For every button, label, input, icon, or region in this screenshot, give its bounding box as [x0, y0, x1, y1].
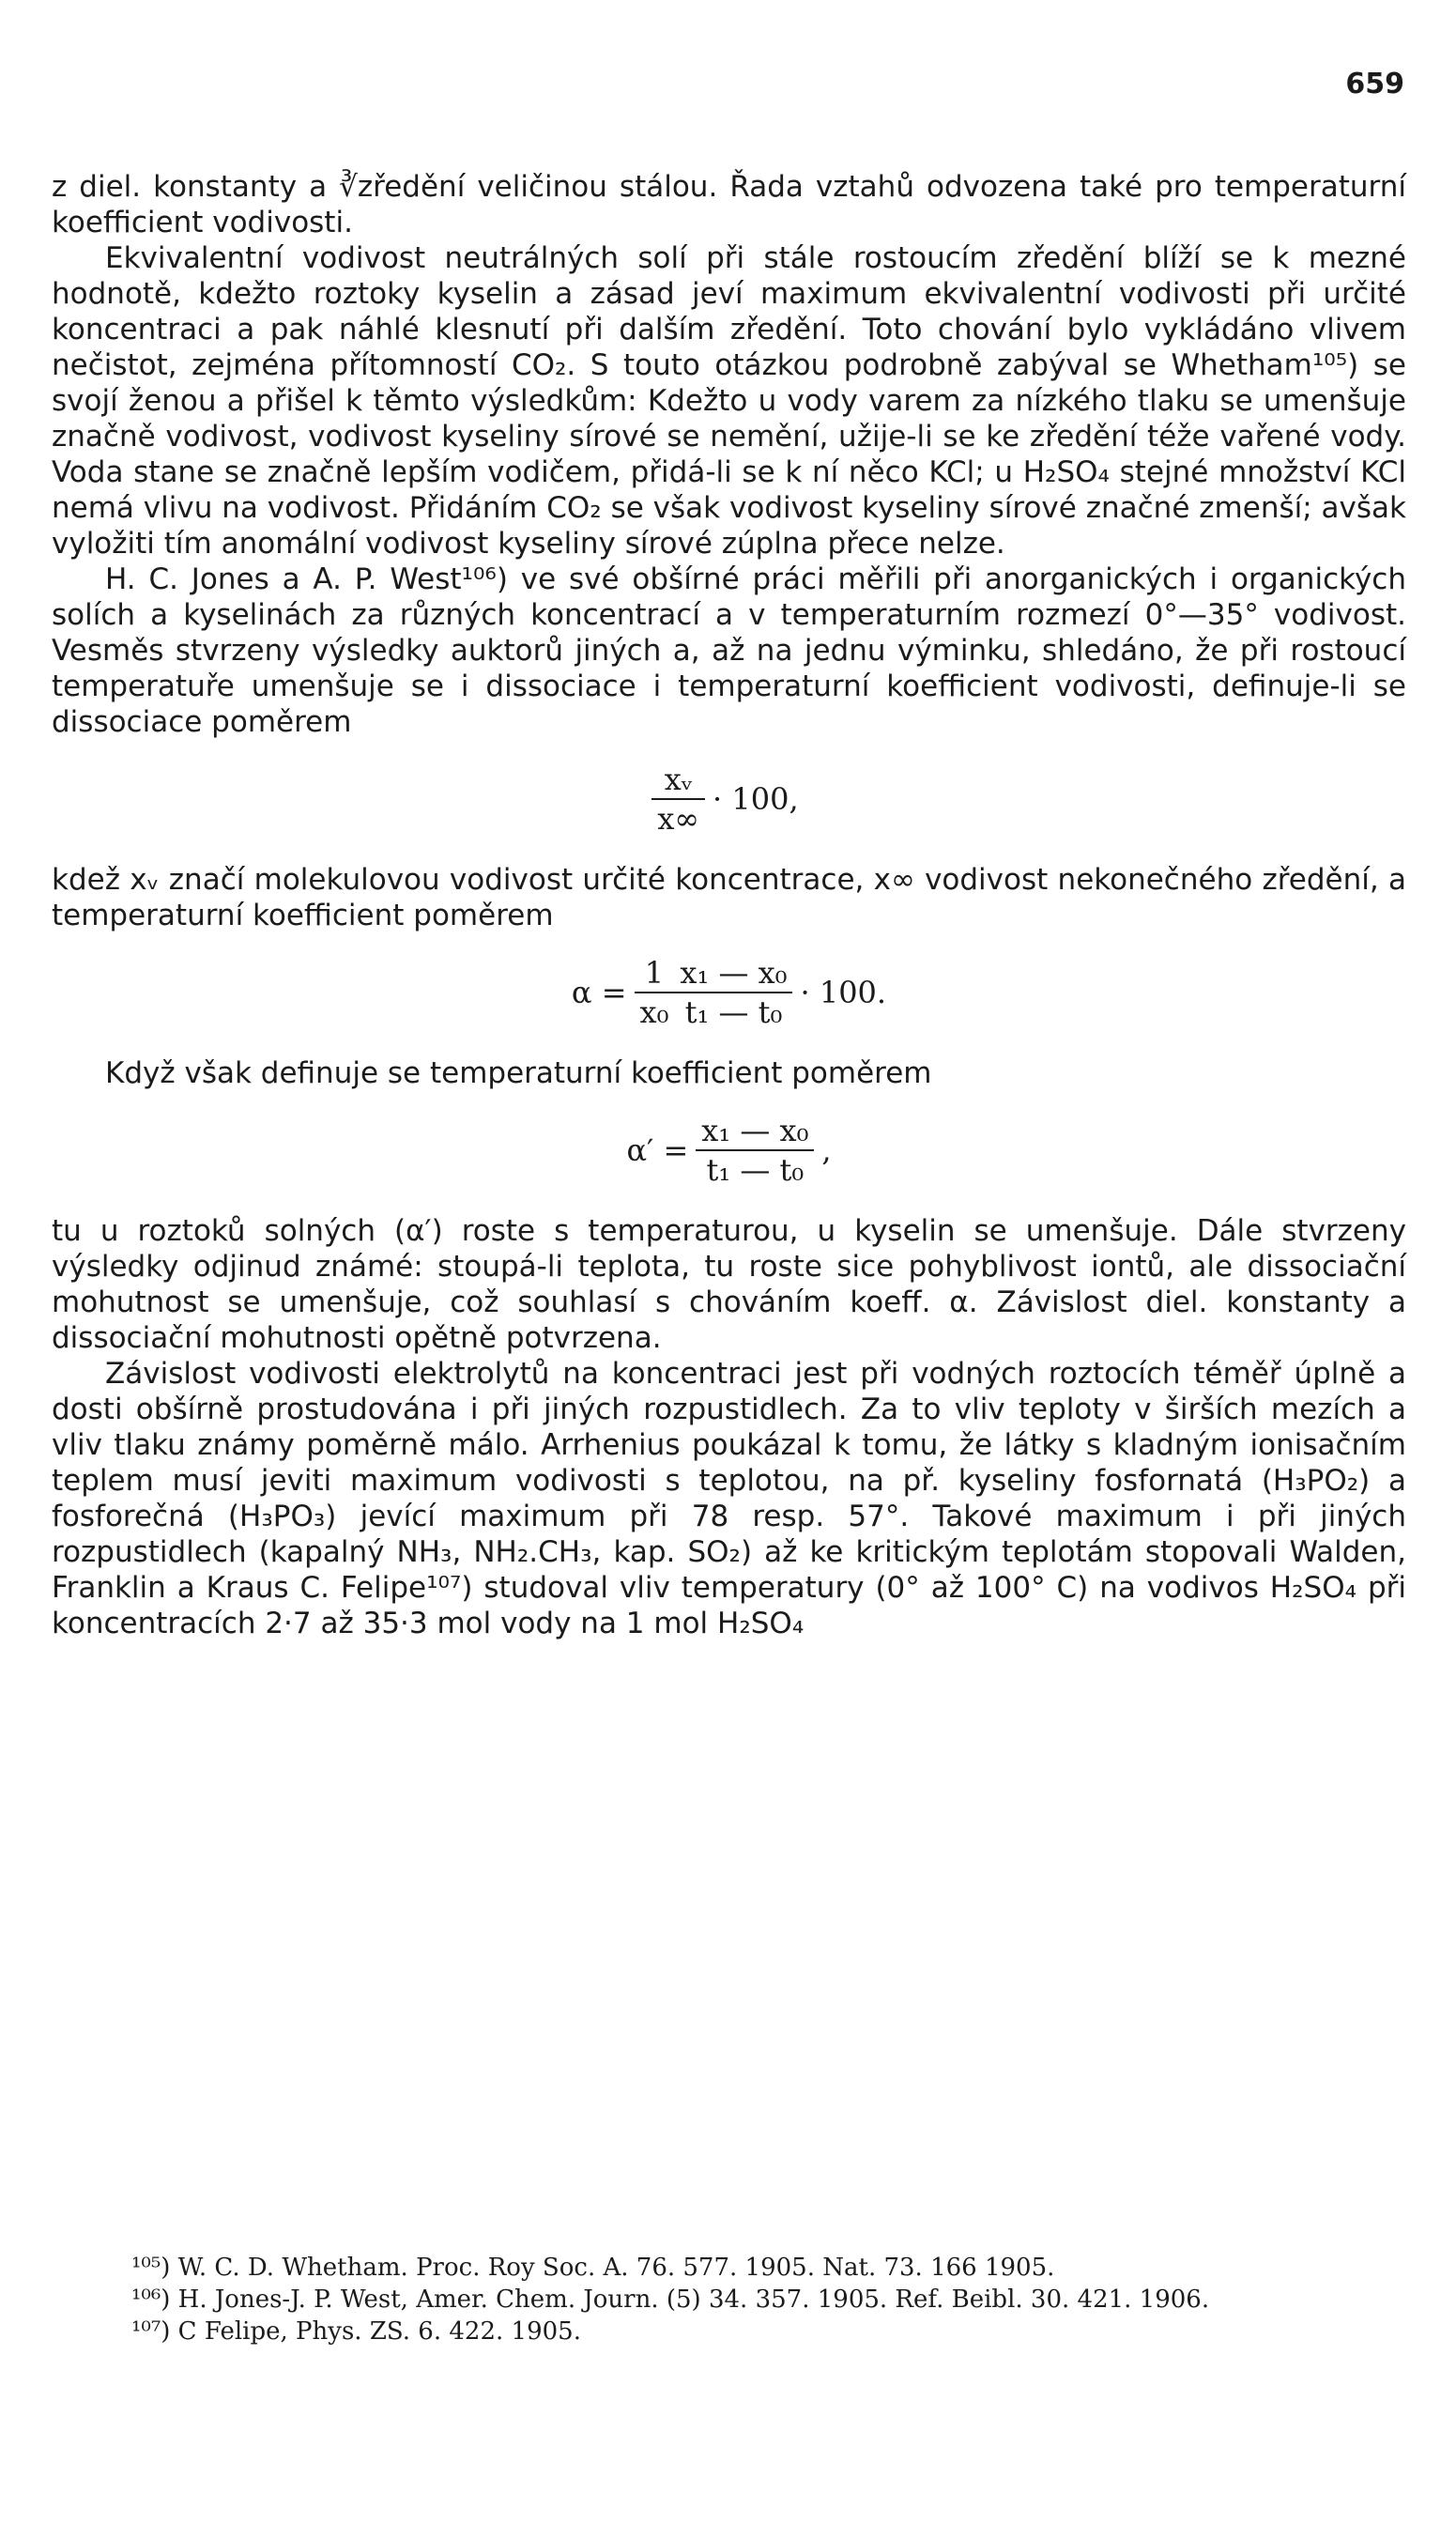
paragraph-7: Závislost vodivosti elektrolytů na koncentraci jest při vodných roztocích téměř úplně a dosti obšírně prostudována i při jiných rozpustidlech. Za to vliv teploty v širších mezích a vliv tlaku známy poměrně málo. Arrhenius poukázal k tomu, že látky s kladným ionisačním teplem musí jeviti maximum vodivosti s teplotou, na př. kyseliny fosfornatá (H₃PO₂) a fosforečná (H₃PO₃) jevící maximum při 78 resp. 57°. Takové maximum i při jiných rozpustidlech (kapalný NH₃, NH₂.CH₃, kap. SO₂) až ke kritickým teplotám stopovali Walden, Franklin a Kraus C. Felipe¹⁰⁷) studoval vliv temperatury (0° až 100° C) na vodivos H₂SO₄ při koncentracích 2·7 až 35·3 mol vody na 1 mol H₂SO₄: [52, 1357, 1406, 1640]
paragraph-5: Když však definuje se temperaturní koefficient poměrem: [105, 1056, 932, 1090]
footnotes: [52, 2252, 1406, 2347]
fraction: [696, 1112, 814, 1189]
body-text: [52, 169, 1406, 1641]
formula-tail: · 100.: [800, 975, 887, 1010]
formula-tail: · 100,: [713, 781, 799, 817]
numerator: x₁ — x₀: [696, 1112, 814, 1151]
page-number: 659: [1345, 68, 1404, 100]
fraction-b: [674, 954, 792, 1031]
paragraph-6: tu u roztoků solných (α′) roste s temperaturou, u kyselin se umenšuje. Dále stvrzeny výsledky odjinud známé: stoupá-li teplota, tu roste sice pohyblivost iontů, ale dissociační mohutnost se umenšuje, což souhlasí s chováním koeff. α. Závislost diel. konstanty a dissociační mohutnosti opětně potvrzena.: [52, 1214, 1406, 1355]
formula-tail: ,: [821, 1132, 832, 1168]
denominator: x₀: [639, 994, 669, 1030]
denominator: t₁ — t₀: [706, 1152, 805, 1188]
denominator: t₁ — t₀: [684, 994, 783, 1030]
numerator: xᵥ: [651, 761, 705, 800]
paragraph-3: H. C. Jones a A. P. West¹⁰⁶) ve své obšírné práci měřili při anorganických i organických solích a kyselinách za různých koncentrací a v temperaturním rozmezí 0°—35° vodivost. Vesměs stvrzeny výsledky auktorů jiných a, až na jednu výminku, shledáno, že při rostoucí temperatuře umenšuje se i dissociace i temperaturní koefficient vodivosti, definuje-li se dissociace poměrem: [52, 562, 1406, 739]
numerator: x₁ — x₀: [674, 954, 792, 993]
footnote-107: ¹⁰⁷) C Felipe, Phys. ZS. 6. 422. 1905.: [131, 2317, 581, 2346]
paragraph-4: kdež xᵥ značí molekulovou vodivost určité koncentrace, x∞ vodivost nekonečného zředění, a temperaturní koefficient poměrem: [52, 863, 1406, 932]
footnote-105: ¹⁰⁵) W. C. D. Whetham. Proc. Roy Soc. A. 76. 577. 1905. Nat. 73. 166 1905.: [131, 2254, 1055, 2282]
formula-lhs: α′ =: [626, 1132, 689, 1168]
denominator: x∞: [657, 801, 700, 837]
fraction: [651, 761, 705, 838]
formula-alpha-prime: [52, 1112, 1406, 1189]
formula-alpha: [52, 954, 1406, 1031]
footnote-106: ¹⁰⁶) H. Jones-J. P. West, Amer. Chem. Journ. (5) 34. 357. 1905. Ref. Beibl. 30. 421. 1906.: [131, 2285, 1210, 2314]
numerator: 1: [635, 954, 675, 993]
formula-lhs: α =: [571, 975, 627, 1010]
formula-dissociation: [52, 761, 1406, 838]
paragraph-1: z diel. konstanty a ∛zředění veličinou stálou. Řada vztahů odvozena také pro temperaturní koefficient vodivosti.: [52, 170, 1406, 239]
paragraph-2: Ekvivalentní vodivost neutrálných solí při stále rostoucím zředění blíží se k mezné hodnotě, kdežto roztoky kyselin a zásad jeví maximum ekvivalentní vodivosti při určité koncentraci a pak náhlé klesnutí při dalším zředění. Toto chování bylo vykládáno vlivem nečistot, zejména přítomností CO₂. S touto otázkou podrobně zabýval se Whetham¹⁰⁵) se svojí ženou a přišel k těmto výsledkům: Kdežto u vody varem za nízkého tlaku se umenšuje značně vodivost, vodivost kyseliny sírové se nemění, užije-li se ke zředění téže vařené vody. Voda stane se značně lepším vodičem, přidá-li se k ní něco KCl; u H₂SO₄ stejné množství KCl nemá vlivu na vodivost. Přidáním CO₂ se však vodivost kyseliny sírové značné zmenší; avšak vyložiti tím anomální vodivost kyseliny sírové zúplna přece nelze.: [52, 241, 1406, 561]
fraction-a: [635, 954, 675, 1031]
